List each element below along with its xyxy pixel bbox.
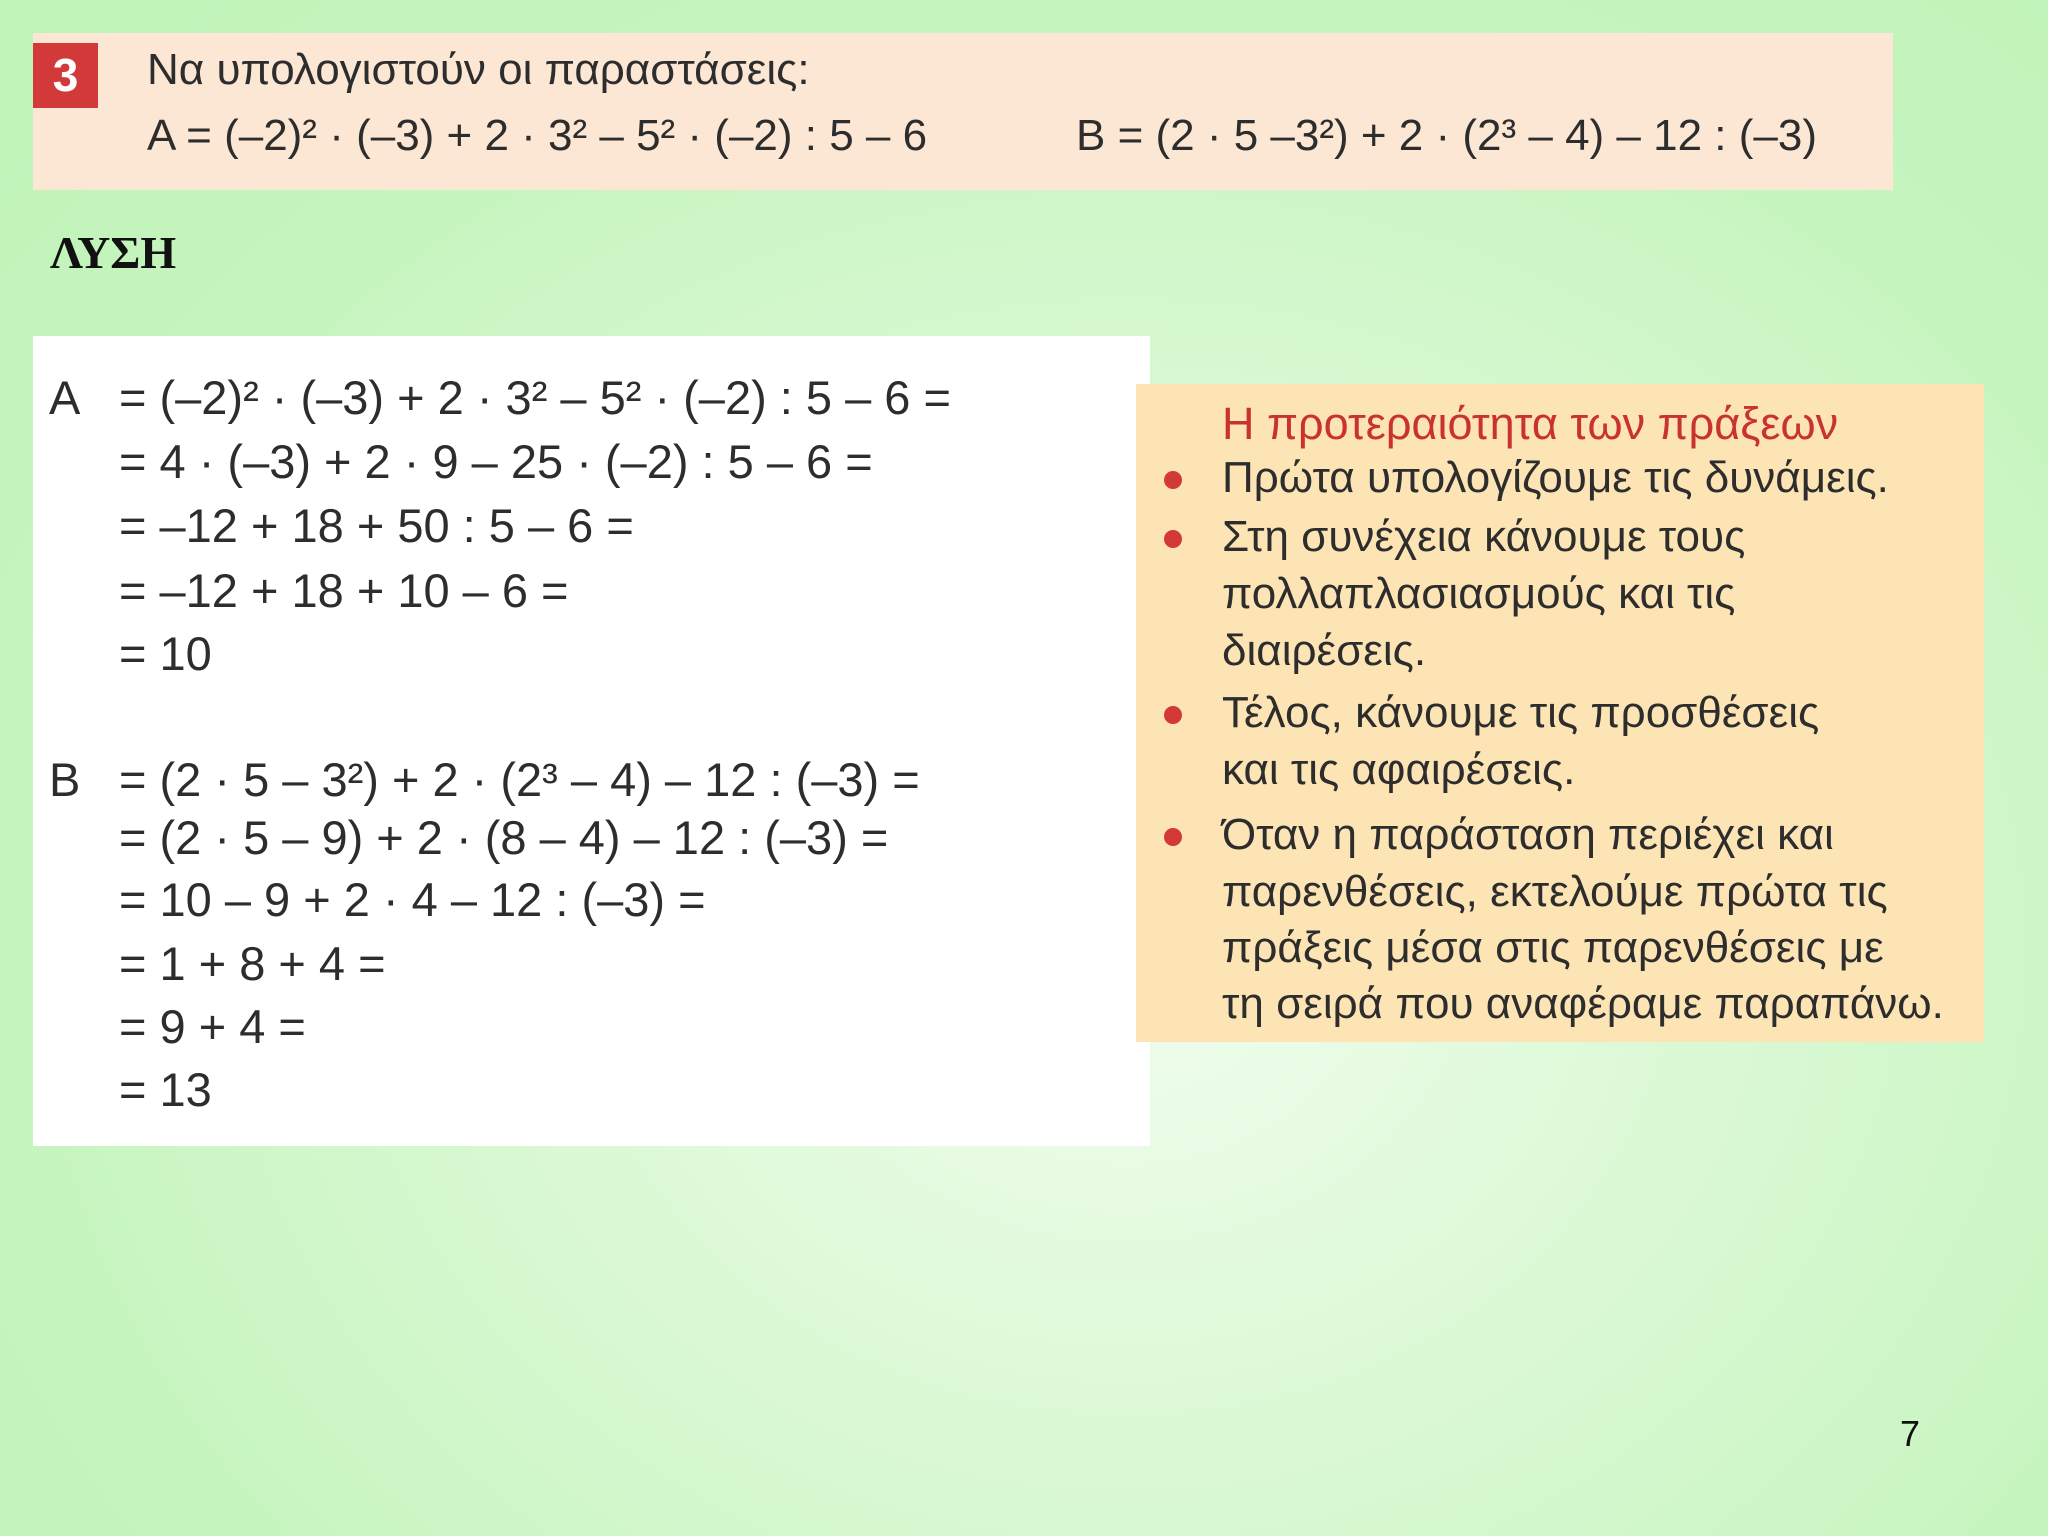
solution-b-label: B [49,753,81,806]
solution-b-line: = 13 [119,1063,212,1116]
solution-b-line: = (2 · 5 – 3²) + 2 · (2³ – 4) – 12 : (–3) = [119,753,920,806]
solution-a-line: = (–2)² · (–3) + 2 · 3² – 5² · (–2) : 5 – 6 = [119,371,951,424]
bullet-icon [1164,471,1182,489]
rule-line: Πρώτα υπολογίζουμε τις δυνάμεις. [1222,453,1889,502]
solution-b-line: = 1 + 8 + 4 = [119,937,386,990]
solution-a-line: = –12 + 18 + 10 – 6 = [119,564,569,617]
bullet-icon [1164,828,1182,846]
rule-line: πράξεις μέσα στις παρενθέσεις με [1222,923,1884,972]
solution-a-line: = –12 + 18 + 50 : 5 – 6 = [119,499,634,552]
rule-line: παρενθέσεις, εκτελούμε πρώτα τις [1222,867,1888,916]
solution-b-line: = (2 · 5 – 9) + 2 · (8 – 4) – 12 : (–3) = [119,811,889,864]
operation-priority-panel [1136,384,1984,1042]
solution-a-label: A [49,371,81,424]
rule-line: διαιρέσεις. [1222,626,1427,675]
rule-line: τη σειρά που αναφέραμε παραπάνω. [1222,979,1944,1028]
rule-line: Όταν η παράσταση περιέχει και [1222,810,1834,859]
solution-a-line: = 4 · (–3) + 2 · 9 – 25 · (–2) : 5 – 6 = [119,435,873,488]
task-title: Να υπολογιστούν οι παραστάσεις: [147,45,810,94]
bullet-icon [1164,706,1182,724]
rules-title: Η προτεραιότητα των πράξεων [1222,398,1839,449]
rule-line: πολλαπλασιασμούς και τις [1222,569,1736,618]
task-number-badge: 3 [33,43,98,108]
bullet-icon [1164,530,1182,548]
task-box [33,33,1893,190]
solution-b-line: = 10 – 9 + 2 · 4 – 12 : (–3) = [119,873,706,926]
solution-panel [33,336,1150,1146]
task-expression-b: B = (2 · 5 –3²) + 2 · (2³ – 4) – 12 : (–3) [1076,111,1817,160]
task-expression-a: A = (–2)² · (–3) + 2 · 3² – 5² · (–2) : 5 – 6 [147,111,928,160]
solution-a-line: = 10 [119,627,212,680]
rule-line: Στη συνέχεια κάνουμε τους [1222,512,1746,561]
rule-line: και τις αφαιρέσεις. [1222,745,1576,794]
solution-b-line: = 9 + 4 = [119,1000,306,1053]
page-number: 7 [1900,1413,1921,1454]
solution-heading: ΛΥΣΗ [50,227,177,278]
rule-line: Τέλος, κάνουμε τις προσθέσεις [1222,688,1820,737]
